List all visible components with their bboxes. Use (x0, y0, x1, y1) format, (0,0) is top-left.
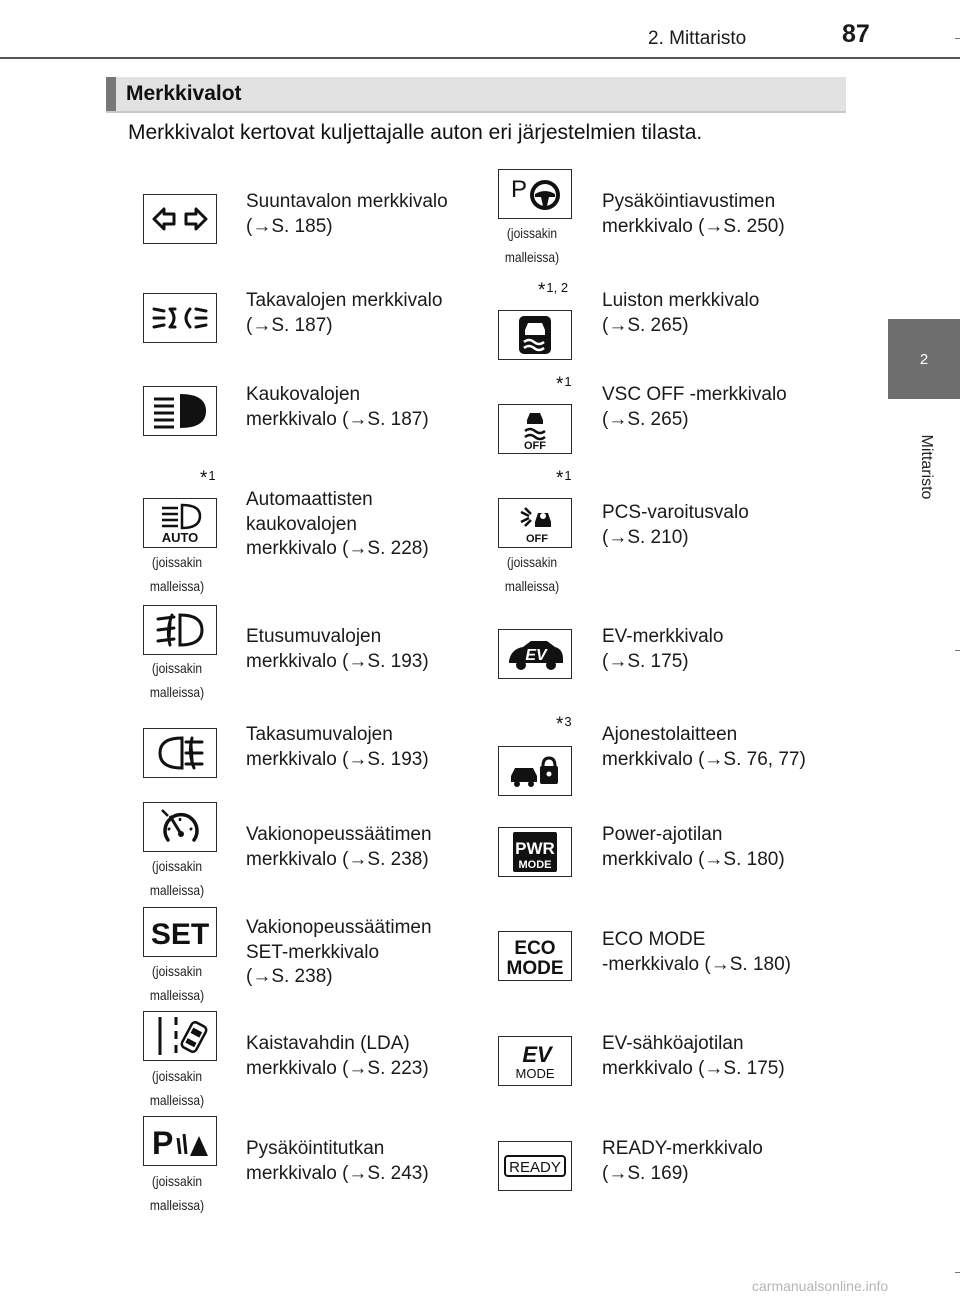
item-description: Automaattisten kaukovalojen merkkivalo (→S. 228) (246, 489, 429, 559)
item-description: Pysäköintiavustimen merkkivalo (→S. 250) (602, 191, 785, 237)
cruise-set-icon (143, 907, 217, 957)
vsc-off-icon (498, 404, 572, 454)
item-description: Ajonestolaitteen merkkivalo (→S. 76, 77) (602, 724, 806, 770)
model-note: (joissakin malleissa) (504, 225, 560, 265)
icon-label: OFF (524, 440, 546, 450)
icon-label: AUTO (161, 530, 199, 544)
edge-tick (955, 1272, 960, 1273)
chapter-tab-number: 2 (919, 350, 929, 368)
front-fog-icon (143, 605, 217, 655)
section-intro: Merkkivalot kertovat kuljettajalle auton eri järjestelmien tilasta. (128, 121, 703, 144)
icon-label-line: MODE (518, 859, 552, 871)
item-description: EV-merkkivalo (→S. 175) (602, 626, 724, 672)
eco-mode-icon (498, 931, 572, 981)
icon-label: READY (509, 1159, 561, 1176)
item-description: Power-ajotilan merkkivalo (→S. 180) (602, 824, 785, 870)
ready-icon (498, 1141, 572, 1191)
header-rule (0, 57, 960, 59)
watermark: carmanualsonline.info (752, 1278, 889, 1294)
item-description: Vakionopeussäätimen merkkivalo (→S. 238) (246, 824, 432, 870)
pwr-mode-icon (498, 827, 572, 877)
chapter-title: 2. Mittaristo (648, 28, 747, 49)
icon-label: SET (150, 918, 210, 951)
icon-label: EV (525, 647, 547, 664)
turn-signal-icon (143, 194, 217, 244)
item-description: PCS-varoitusvalo (→S. 210) (602, 502, 749, 548)
item-description: Kaistavahdin (LDA) merkkivalo (→S. 223) (246, 1033, 429, 1079)
model-note: (joissakin malleissa) (149, 1068, 205, 1108)
item-description: Suuntavalon merkkivalo (→S. 185) (246, 191, 448, 237)
icon-label-line: MODE (515, 1066, 555, 1081)
chapter-tab-label: Mittaristo (918, 434, 935, 500)
parking-assist-icon (498, 169, 572, 219)
item-description: Luiston merkkivalo (→S. 265) (602, 290, 760, 336)
icon-label-line: EV (522, 1042, 552, 1067)
auto-high-beam-icon (143, 498, 217, 548)
pcs-warning-icon (498, 498, 572, 548)
icon-label-line: MODE (506, 958, 564, 977)
lane-departure-icon (143, 1011, 217, 1061)
icon-label: OFF (526, 533, 548, 544)
model-note: (joissakin malleissa) (149, 858, 205, 898)
edge-tick (955, 38, 960, 39)
icon-label-line: PWR (515, 839, 555, 858)
footnote-mark: *$^1$ (556, 468, 572, 489)
icon-letter: P (511, 176, 528, 203)
immobilizer-icon (498, 746, 572, 796)
footnote-mark: *$^1$ (200, 468, 216, 489)
section-heading (106, 77, 846, 113)
item-description: Takavalojen merkkivalo (→S. 187) (246, 290, 443, 336)
ev-mode-icon (498, 1036, 572, 1086)
item-description: READY-merkkivalo (→S. 169) (602, 1138, 763, 1184)
cruise-control-icon (143, 802, 217, 852)
item-description: Vakionopeussäätimen SET-merkkivalo (→S. 238) (246, 917, 432, 987)
model-note: (joissakin malleissa) (504, 554, 560, 594)
icon-letter: P (152, 1125, 174, 1161)
icon-label-line: ECO (514, 938, 556, 959)
item-description: Kaukovalojen merkkivalo (→S. 187) (246, 384, 429, 430)
section-title: Merkkivalot (126, 82, 242, 105)
item-description: EV-sähköajotilan merkkivalo (→S. 175) (602, 1033, 785, 1079)
edge-tick (955, 650, 960, 651)
rear-fog-icon (143, 728, 217, 778)
section-accent (106, 77, 116, 111)
item-description: Etusumuvalojen merkkivalo (→S. 193) (246, 626, 429, 672)
high-beam-icon (143, 386, 217, 436)
item-description: ECO MODE -merkkivalo (→S. 180) (602, 929, 791, 975)
item-description: VSC OFF -merkkivalo (→S. 265) (602, 384, 787, 430)
item-description: Pysäköintitutkan merkkivalo (→S. 243) (246, 1138, 429, 1184)
model-note: (joissakin malleissa) (149, 554, 205, 594)
footnote-mark: *$^{1, 2}$ (538, 280, 569, 301)
model-note: (joissakin malleissa) (149, 1173, 205, 1213)
ev-indicator-icon (498, 629, 572, 679)
footnote-mark: *$^1$ (556, 374, 572, 395)
chapter-tab (888, 319, 960, 399)
slip-indicator-icon (498, 310, 572, 360)
model-note: (joissakin malleissa) (149, 660, 205, 700)
item-description: Takasumuvalojen merkkivalo (→S. 193) (246, 724, 429, 770)
parking-sensor-icon (143, 1116, 217, 1166)
footnote-mark: *$^3$ (556, 714, 572, 735)
model-note: (joissakin malleissa) (149, 963, 205, 1003)
page-number: 87 (842, 20, 870, 48)
tail-light-icon (143, 293, 217, 343)
